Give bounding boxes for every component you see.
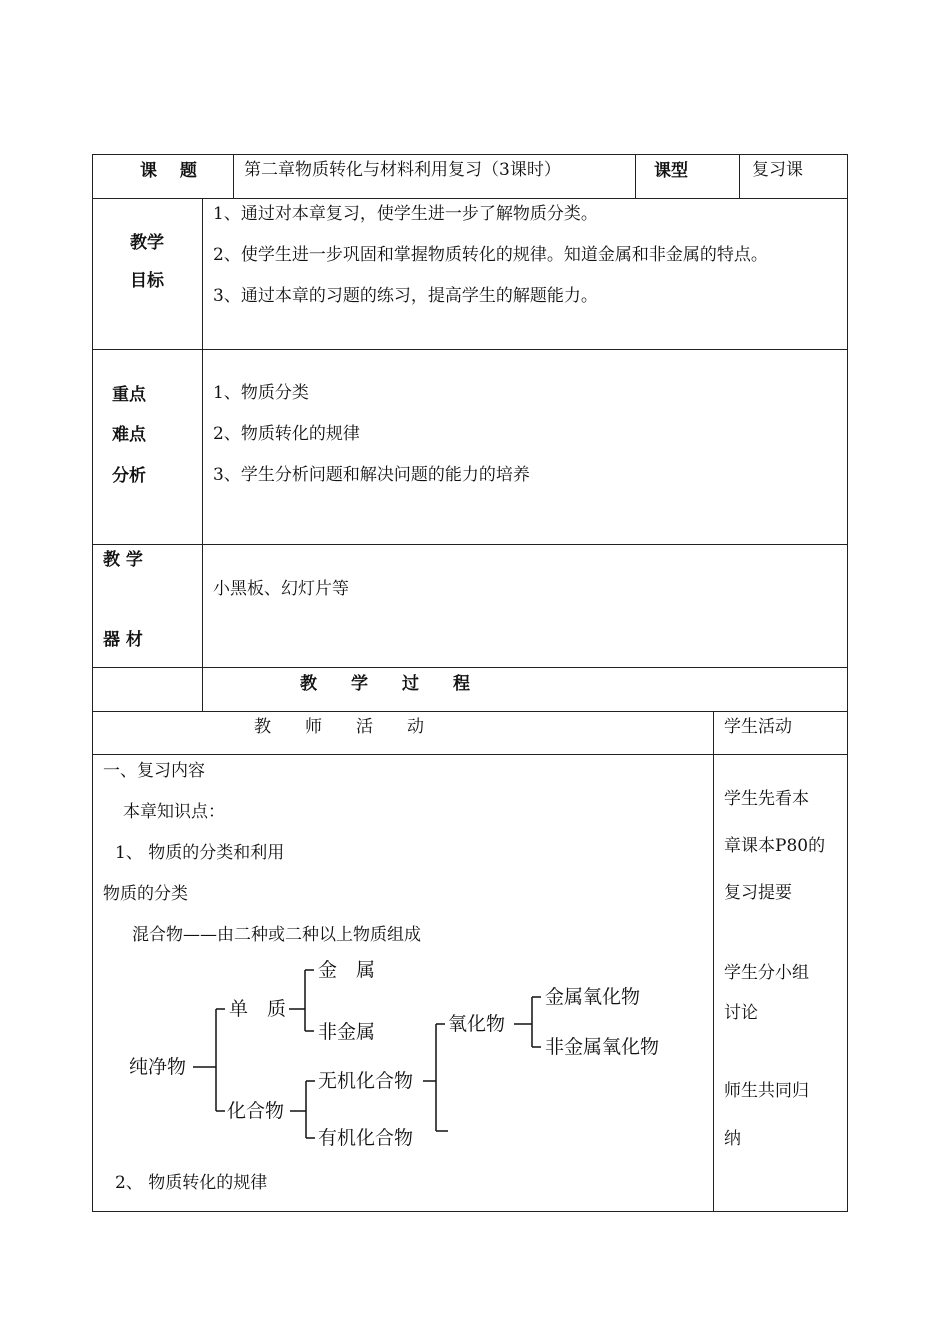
student-note: 章课本P80的 bbox=[724, 836, 826, 856]
student-activity-header: 学生活动 bbox=[724, 717, 792, 737]
tree-inorganic: 无机化合物 bbox=[318, 1070, 414, 1092]
materials-label-1: 教 学 bbox=[103, 550, 143, 570]
student-note: 纳 bbox=[724, 1129, 741, 1149]
tree-pure-substance: 纯净物 bbox=[129, 1056, 187, 1078]
tree-organic: 有机化合物 bbox=[318, 1127, 414, 1149]
student-note: 学生先看本 bbox=[724, 789, 809, 809]
keypoints-label-2: 难点 bbox=[112, 425, 146, 445]
tree-oxide: 氧化物 bbox=[448, 1013, 506, 1035]
tree-metal: 金 属 bbox=[318, 959, 376, 981]
knowledge-heading: 本章知识点： bbox=[123, 802, 225, 822]
goal-item: 2、使学生进一步巩固和掌握物质转化的规律。知道金属和非金属的特点。 bbox=[213, 245, 768, 265]
keypoint-item: 1、物质分类 bbox=[213, 383, 309, 403]
goals-label-2: 目标 bbox=[130, 271, 164, 291]
keypoint-item: 3、学生分析问题和解决问题的能力的培养 bbox=[213, 465, 530, 485]
student-note: 师生共同归 bbox=[724, 1081, 809, 1101]
type-label: 课型 bbox=[654, 161, 688, 181]
tree-metal-oxide: 金属氧化物 bbox=[545, 986, 641, 1008]
tree-element: 单 质 bbox=[229, 998, 287, 1020]
student-note: 复习提要 bbox=[724, 883, 792, 903]
type-value: 复习课 bbox=[752, 160, 803, 180]
classification-heading: 物质的分类 bbox=[103, 884, 188, 904]
topic-label: 课 题 bbox=[140, 161, 197, 181]
point-1: 1、 物质的分类和利用 bbox=[115, 843, 285, 863]
mixture-definition: 混合物——由二种或二种以上物质组成 bbox=[132, 925, 421, 945]
keypoints-label-3: 分析 bbox=[112, 466, 146, 486]
tree-compound: 化合物 bbox=[227, 1100, 285, 1122]
topic-value: 第二章物质转化与材料利用复习（3课时） bbox=[244, 160, 561, 180]
keypoint-item: 2、物质转化的规律 bbox=[213, 424, 360, 444]
goal-item: 1、通过对本章复习，使学生进一步了解物质分类。 bbox=[213, 204, 598, 224]
teacher-activity-header: 教 师 活 动 bbox=[254, 717, 424, 737]
tree-nonmetal-oxide: 非金属氧化物 bbox=[545, 1036, 660, 1058]
materials-value: 小黑板、幻灯片等 bbox=[213, 579, 349, 599]
tree-nonmetal: 非金属 bbox=[318, 1021, 376, 1043]
goal-item: 3、通过本章的习题的练习，提高学生的解题能力。 bbox=[213, 286, 598, 306]
process-title: 教 学 过 程 bbox=[300, 674, 470, 694]
student-note: 学生分小组 bbox=[724, 963, 809, 983]
goals-label-1: 教学 bbox=[130, 233, 164, 253]
student-note: 讨论 bbox=[724, 1003, 758, 1023]
materials-label-2: 器 材 bbox=[103, 630, 143, 650]
section-title: 一、复习内容 bbox=[103, 761, 205, 781]
point-2: 2、 物质转化的规律 bbox=[115, 1173, 268, 1193]
keypoints-label-1: 重点 bbox=[112, 385, 146, 405]
